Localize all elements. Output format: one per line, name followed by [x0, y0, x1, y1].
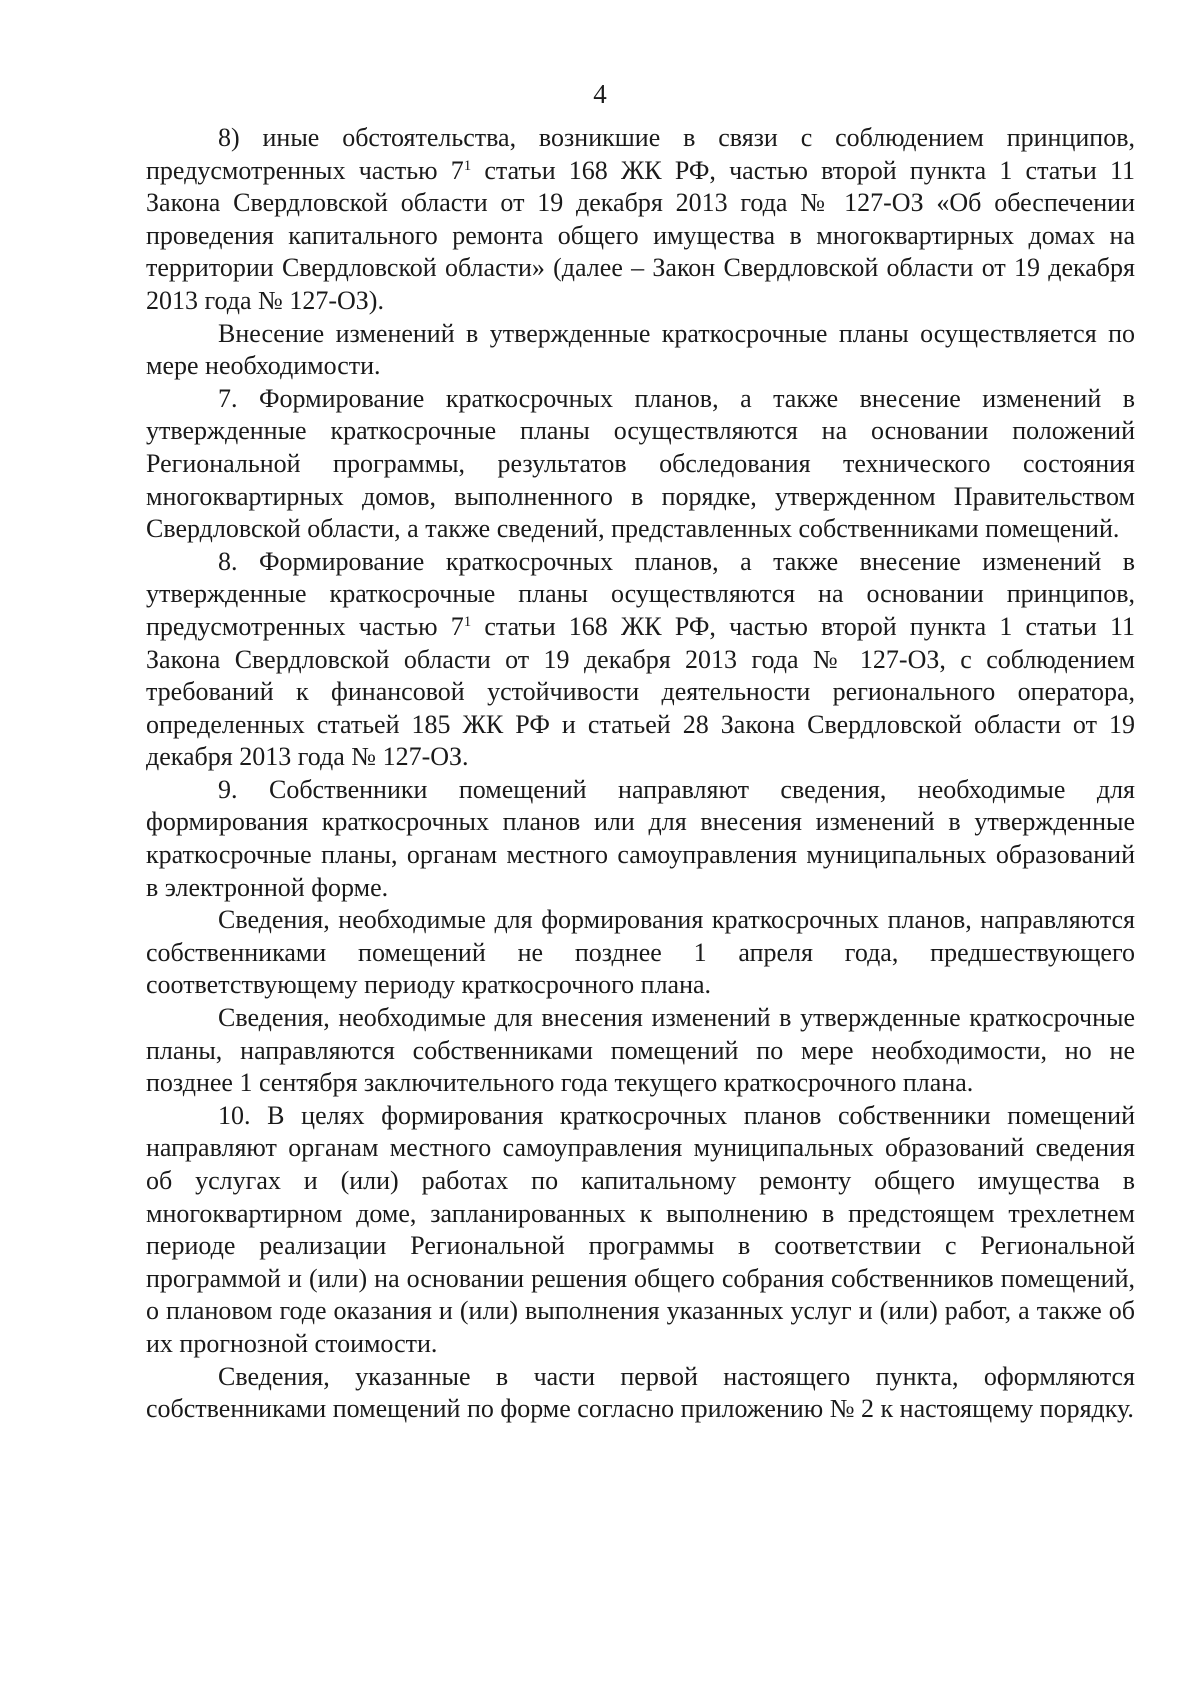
paragraph-item-8-circumstances: 8) иные обстоятельства, возникшие в связи с соблюдением принципов, предусмотренных частью $7^1$ статьи 168 ЖК РФ, частью второй пункта 1 статьи 11 Закона Свердловской области от 19 декабря 2013 года № 127-ОЗ «Об обеспечении проведения капитального ремонта общего имущества в многоквартирных домах на территории Свердловской области» (далее – Закон Свердловской области от 19 декабря 2013 года № 127-ОЗ).: [146, 123, 1136, 315]
paragraph-deadline-april: Сведения, необходимые для формирования краткосрочных планов, направляются собственниками помещений не позднее 1 апреля года, предшествующего соответствующему периоду краткосрочного плана.: [146, 905, 1135, 1000]
paragraph-point-10: 10. В целях формирования краткосрочных планов собственники помещений направляют органам местного самоуправления муниципальных образований сведения об услугах и (или) работах по капитальному ремонту общего имущества в многоквартирном доме, запланированных к выполнению в предстоящем трехлетнем периоде реализации Региональной программы в соответствии с Региональной программой и (или) на основании решения общего собрания собственников помещений, о плановом годе оказания и (или) выполнения указанных услуг и (или) работ, а также об их прогнозной стоимости.: [146, 1100, 1135, 1358]
superscript-one: 1: [463, 613, 472, 630]
paragraph-point-7: 7. Формирование краткосрочных планов, а также внесение изменений в утвержденные краткосрочные планы осуществляются на основании положений Региональной программы, результатов обследования технического состояния многоквартирных домов, выполненного в порядке, утвержденном Правительством Свердловской области, а также сведений, представленных собственниками помещений.: [146, 383, 1135, 544]
superscript-one: 1: [463, 157, 472, 174]
document-body: [146, 122, 1135, 1426]
paragraph-amendments-as-needed: Внесение изменений в утвержденные краткосрочные планы осуществляется по мере необходимости.: [146, 318, 1135, 381]
paragraph-point-9: 9. Собственники помещений направляют сведения, необходимые для формирования краткосрочных планов или для внесения изменений в утвержденные краткосрочные планы, органам местного самоуправления муниципальных образований в электронной форме.: [146, 774, 1135, 902]
paragraph-point-8: 8. Формирование краткосрочных планов, а также внесение изменений в утвержденные краткосрочные планы осуществляются на основании принципов, предусмотренных частью $7^1$ статьи 168 ЖК РФ, частью второй пункта 1 статьи 11 Закона Свердловской области от 19 декабря 2013 года № 127-ОЗ, с соблюдением требований к финансовой устойчивости деятельности регионального оператора, определенных статьей 185 ЖК РФ и статьей 28 Закона Свердловской области от 19 декабря 2013 года № 127-ОЗ.: [146, 546, 1136, 772]
page-number: 4: [593, 79, 607, 109]
paragraph-deadline-september: Сведения, необходимые для внесения изменений в утвержденные краткосрочные планы, направляются собственниками помещений по мере необходимости, но не позднее 1 сентября заключительного года текущего краткосрочного плана.: [146, 1003, 1135, 1098]
paragraph-form-appendix-2: Сведения, указанные в части первой настоящего пункта, оформляются собственниками помещений по форме согласно приложению № 2 к настоящему порядку.: [146, 1361, 1135, 1424]
